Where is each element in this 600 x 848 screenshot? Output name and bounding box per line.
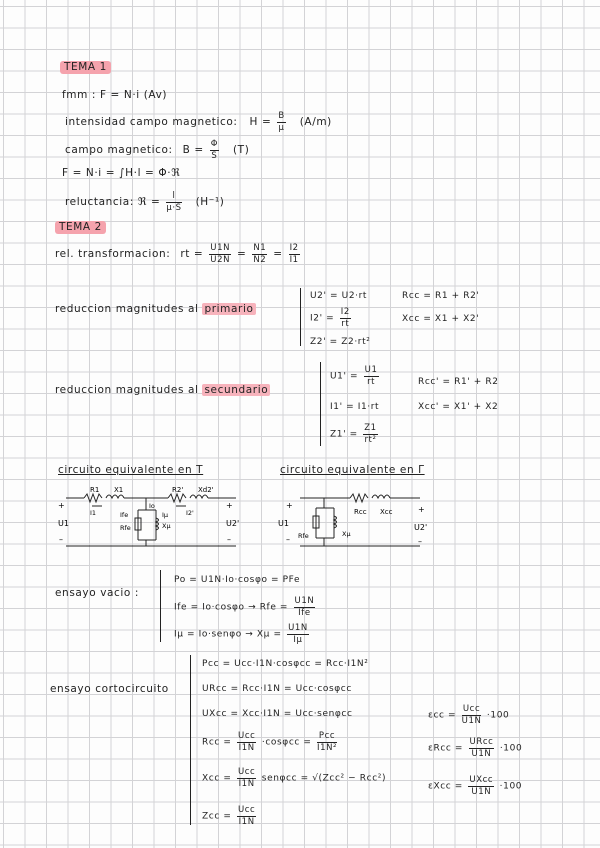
label-plus-left: + <box>58 501 65 510</box>
vacio-label: ensayo vacio : <box>55 587 140 599</box>
label-i2: I2' <box>186 509 194 517</box>
cc-eq2: URcc = Rcc·I1N = Ucc·cosφcc <box>202 684 352 694</box>
erc-formula: εRcc = $\frac{\text{URcc}}{U1N}$ ·100 <box>428 737 523 759</box>
rel-lhs: rt = <box>180 248 204 260</box>
circuit-t-diagram <box>58 484 248 554</box>
reluctancia-label: reluctancia: ℜ = <box>65 196 161 208</box>
primario-highlight: primario <box>204 303 254 315</box>
intensidad-label: intensidad campo magnetico: <box>65 116 238 128</box>
label-rfe: Rfe <box>120 524 131 532</box>
intensidad-fraction: $\frac{B}{\mu}$ <box>278 111 285 133</box>
label-minus-right: – <box>227 535 231 544</box>
primario-eq-u2: U2' = U2·rt <box>310 291 368 301</box>
primario-label: reduccion magnitudes al primario <box>55 303 254 315</box>
secundario-eq-i1: I1' = I1·rt <box>330 402 380 412</box>
reluctancia-line <box>65 192 224 212</box>
rel-fraction-1: $\frac{U1N}{U2N}$ <box>210 243 231 265</box>
campo-label: campo magnetico: <box>65 144 173 156</box>
rel-fraction-2: $\frac{N1}{N2}$ <box>253 243 267 265</box>
circuit-gamma-diagram <box>272 484 442 554</box>
label-plus-left: + <box>286 501 293 510</box>
cortocircuito-brace <box>190 655 191 825</box>
cc-eq5: Xcc = $\frac{\text{Ucc}}{I1N}$ senφcc = √(Zcc² − Rcc²) <box>202 767 387 789</box>
rel-label: rel. transformacion: <box>55 248 171 260</box>
campo-fraction: $\frac{\Phi}{S}$ <box>210 139 219 161</box>
vacio-brace <box>160 570 161 642</box>
label-ife: Ife <box>120 511 129 519</box>
primario-eq-z2: Z2' = Z2·rt² <box>310 337 371 347</box>
label-io: Io <box>149 502 155 510</box>
rel-fraction-3: $\frac{I2}{I1}$ <box>289 243 299 265</box>
secundario-rcc: Rcc' = R1' + R2 <box>418 377 499 387</box>
secundario-eq-u1: U1' = $\frac{U1}{rt}$ <box>330 365 378 387</box>
label-x2: Xd2' <box>198 486 214 494</box>
label-u2: U2' <box>226 519 240 528</box>
rel-transformacion-line: rel. transformacion: rt = $\frac{U1N}{U2N}$ = $\frac{N1}{N2}$ = $\frac{I2}{I1}$ <box>55 243 299 265</box>
secundario-label: reduccion magnitudes al secundario <box>55 384 269 396</box>
primario-xcc: Xcc = X1 + X2' <box>402 314 480 324</box>
tema2-title: TEMA 2 <box>55 221 106 234</box>
label-r2: R2' <box>172 486 184 494</box>
label-plus-right: + <box>418 505 425 514</box>
cc-eq1: Pcc = Ucc·I1N·cosφcc = Rcc·I1N² <box>202 659 369 669</box>
vacio-eq2: Ife = Io·cosφo → Rfe = $\frac{U1N}{\text{Ife}}$ <box>174 596 315 618</box>
secundario-xcc: Xcc' = X1' + X2 <box>418 402 499 412</box>
label-u1: U1 <box>278 519 289 528</box>
label-xcc: Xcc <box>380 508 393 516</box>
secundario-brace <box>320 362 321 446</box>
label-r1: R1 <box>90 486 100 494</box>
label-imu: Iμ <box>162 511 169 519</box>
tema1-title: TEMA 1 <box>60 61 111 74</box>
campo-unit: (T) <box>232 144 250 156</box>
label-xmu: Xμ <box>162 522 171 530</box>
intensidad-line <box>65 112 332 132</box>
intensidad-unit: (A/m) <box>299 116 332 128</box>
primario-eq-i2: I2' = $\frac{I2}{rt}$ <box>310 307 350 329</box>
secundario-eq-z1: Z1' = $\frac{Z1}{\text{rt²}}$ <box>330 423 377 445</box>
cc-eq6: Zcc = $\frac{\text{Ucc}}{I1N}$ <box>202 805 256 827</box>
label-x1: X1 <box>114 486 124 494</box>
circuito-gamma-title: circuito equivalente en Γ <box>280 464 425 476</box>
label-minus-right: – <box>418 537 422 546</box>
campo-line <box>65 140 249 160</box>
label-minus-left: – <box>59 535 63 544</box>
cc-eq3: UXcc = Xcc·I1N = Ucc·senφcc <box>202 709 353 719</box>
fmm-line: fmm : F = N·i (Av) <box>62 89 168 101</box>
circuito-t-title: circuito equivalente en T <box>58 464 204 476</box>
f-equation: F = N·i = ∫H·l = Φ·ℜ <box>62 167 181 179</box>
label-u2: U2' <box>414 523 428 532</box>
label-xmu: Xμ <box>342 530 351 538</box>
label-u1: U1 <box>58 519 69 528</box>
primario-brace <box>300 288 301 346</box>
primario-rcc: Rcc = R1 + R2' <box>402 291 480 301</box>
secundario-highlight: secundario <box>204 384 269 396</box>
campo-lhs: B = <box>182 144 204 156</box>
label-minus-left: – <box>286 535 290 544</box>
exc-formula: εXcc = $\frac{\text{UXcc}}{U1N}$ ·100 <box>428 775 523 797</box>
reluctancia-fraction: $\frac{l}{\mu\cdot S}$ <box>166 191 182 213</box>
reluctancia-unit: (H⁻¹) <box>195 196 225 208</box>
label-rcc: Rcc <box>354 508 367 516</box>
label-i1: I1 <box>90 509 97 517</box>
intensidad-lhs: H = <box>249 116 272 128</box>
cc-eq4: Rcc = $\frac{\text{Ucc}}{I1N}$ ·cosφcc = $\frac{\text{Pcc}}{\text{I1N²}}$ <box>202 731 338 753</box>
ecc-formula: εcc = $\frac{\text{Ucc}}{U1N}$ ·100 <box>428 704 510 726</box>
label-rfe: Rfe <box>298 532 309 540</box>
vacio-eq1: Po = U1N·Io·cosφo = PFe <box>174 575 301 585</box>
label-plus-right: + <box>226 501 233 510</box>
cortocircuito-label: ensayo cortocircuito <box>50 683 169 695</box>
vacio-eq3: Iμ = Io·senφo → Xμ = $\frac{U1N}{I\mu}$ <box>174 623 308 645</box>
